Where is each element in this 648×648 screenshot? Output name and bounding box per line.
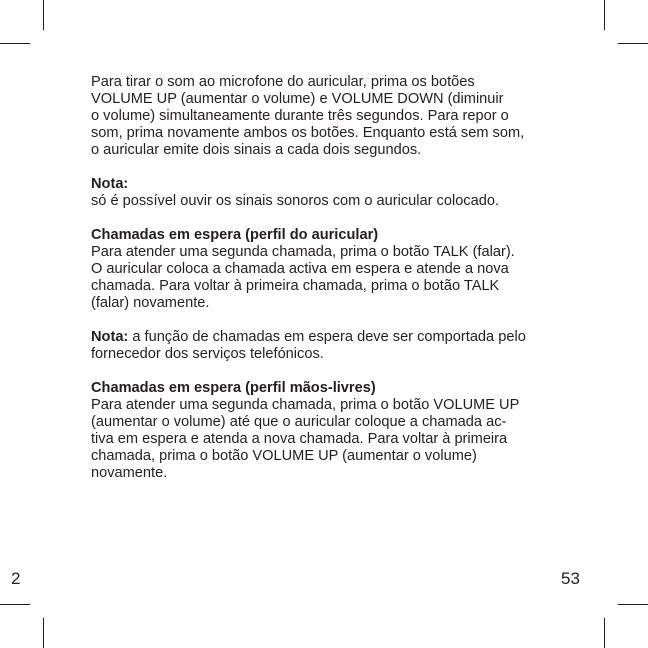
text-line: chamada, prima o botão VOLUME UP (aumentar o volume) xyxy=(91,448,477,464)
note-line: fornecedor dos serviços telefónicos. xyxy=(91,346,324,362)
page-content xyxy=(91,74,571,499)
crop-mark-bottom-right-vertical xyxy=(604,618,605,648)
note-text: a função de chamadas em espera deve ser comportada pelo xyxy=(128,329,526,345)
text-line: Para atender uma segunda chamada, prima o botão VOLUME UP xyxy=(91,397,520,413)
note-sound-signals xyxy=(91,176,571,210)
crop-mark-bottom-left-vertical xyxy=(43,618,44,648)
crop-mark-bottom-left-horizontal xyxy=(0,604,30,605)
text-line: o volume) simultaneamente durante três segundos. Para repor o xyxy=(91,108,509,124)
section-call-waiting-handsfree xyxy=(91,380,571,482)
note-label: Nota: xyxy=(91,176,129,192)
text-line: O auricular coloca a chamada activa em espera e atende a nova xyxy=(91,261,509,277)
page-number-left: 2 xyxy=(11,569,21,588)
text-line: Para atender uma segunda chamada, prima o botão TALK (falar). xyxy=(91,244,515,260)
text-line: (falar) novamente. xyxy=(91,295,210,311)
section-call-waiting-headset xyxy=(91,227,571,312)
text-line: o auricular emite dois sinais a cada dois segundos. xyxy=(91,142,422,158)
text-line: Para tirar o som ao microfone do auricular, prima os botões xyxy=(91,74,475,90)
note-label: Nota: xyxy=(91,329,129,345)
note-line xyxy=(91,329,571,346)
crop-mark-top-right-vertical xyxy=(604,0,605,30)
text-line: som, prima novamente ambos os botões. Enquanto está sem som, xyxy=(91,125,525,141)
crop-mark-bottom-right-horizontal xyxy=(618,604,648,605)
section-heading: Chamadas em espera (perfil mãos-livres) xyxy=(91,380,376,396)
text-line: (aumentar o volume) até que o auricular coloque a chamada ac- xyxy=(91,414,507,430)
paragraph-mute-instructions xyxy=(91,74,571,159)
section-heading: Chamadas em espera (perfil do auricular) xyxy=(91,227,379,243)
note-text: só é possível ouvir os sinais sonoros com o auricular colocado. xyxy=(91,193,500,209)
note-call-waiting-provider xyxy=(91,329,571,363)
crop-mark-top-left-vertical xyxy=(43,0,44,30)
text-line: novamente. xyxy=(91,465,168,481)
text-line: tiva em espera e atenda a nova chamada. Para voltar à primeira xyxy=(91,431,508,447)
text-line: chamada. Para voltar à primeira chamada, prima o botão TALK xyxy=(91,278,500,294)
text-line: VOLUME UP (aumentar o volume) e VOLUME DOWN (diminuir xyxy=(91,91,504,107)
crop-mark-top-right-horizontal xyxy=(618,43,648,44)
crop-mark-top-left-horizontal xyxy=(0,43,30,44)
page-number-right: 53 xyxy=(561,569,580,588)
